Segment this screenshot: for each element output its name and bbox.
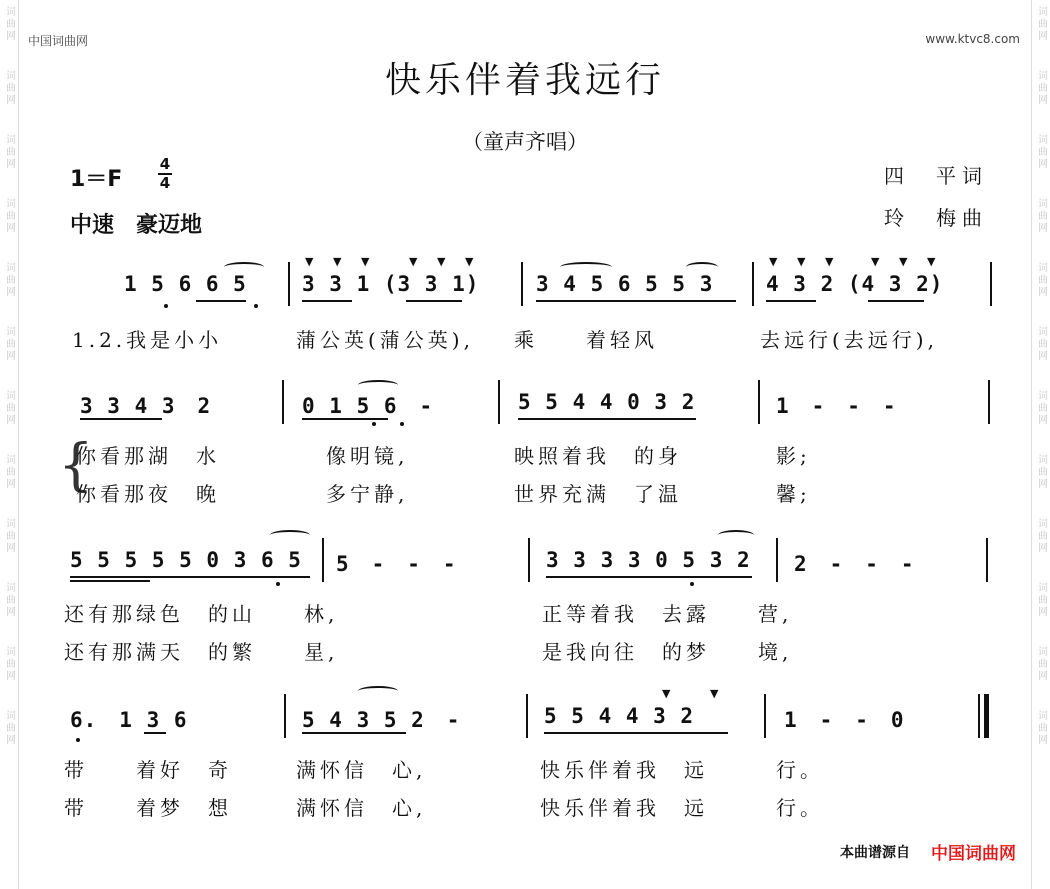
eighth-beam bbox=[544, 732, 728, 734]
barline bbox=[284, 694, 286, 738]
low-octave-dot bbox=[254, 304, 258, 308]
sixteenth-beam bbox=[70, 580, 150, 582]
barline bbox=[990, 262, 992, 306]
line1-lyric-1: 1.2.我是小小 bbox=[72, 328, 223, 352]
accent-mark: ▼ bbox=[899, 255, 908, 268]
barline bbox=[986, 538, 988, 582]
line4-measure1-notes: 6. 1 3 6 bbox=[70, 708, 188, 732]
barline bbox=[764, 694, 766, 738]
watermark-text: 词曲网 bbox=[1035, 390, 1047, 426]
footer-source-label: 本曲谱源自 bbox=[840, 845, 910, 861]
slur bbox=[270, 530, 310, 540]
watermark-text: 词曲网 bbox=[3, 326, 15, 362]
composer-credit: 玲 梅曲 bbox=[884, 206, 988, 230]
line4-v1-lyric-2: 满怀信 心, bbox=[296, 758, 427, 782]
accent-mark: ▼ bbox=[769, 255, 778, 268]
eighth-beam bbox=[80, 418, 162, 420]
watermark-text: 词曲网 bbox=[3, 454, 15, 490]
line4-v2-lyric-2: 满怀信 心, bbox=[296, 796, 427, 820]
line2-v1-lyric-4: 影; bbox=[776, 444, 811, 468]
watermark-text: 词曲网 bbox=[3, 70, 15, 106]
accent-mark: ▼ bbox=[409, 255, 418, 268]
line4-v1-lyric-3: 快乐伴着我 远 bbox=[540, 758, 708, 782]
accent-mark: ▼ bbox=[710, 687, 719, 700]
barline bbox=[498, 380, 500, 424]
line1-measure4-notes: 4 3 2 (4 3 2) bbox=[766, 272, 944, 296]
accent-mark: ▼ bbox=[797, 255, 806, 268]
barline bbox=[528, 538, 530, 582]
watermark-text: 词曲网 bbox=[1035, 6, 1047, 42]
line2-v1-lyric-1: 你看那湖 水 bbox=[76, 444, 220, 468]
eighth-beam bbox=[766, 300, 816, 302]
line2-v2-lyric-1: 你看那夜 晚 bbox=[76, 482, 220, 506]
slur bbox=[358, 686, 398, 696]
header-site-name: 中国词曲网 bbox=[28, 34, 89, 48]
line2-measure3-notes: 5 5 4 4 0 3 2 bbox=[518, 390, 696, 414]
line2-v2-lyric-4: 馨; bbox=[776, 482, 811, 506]
line4-v1-lyric-1: 带 着好 奇 bbox=[64, 758, 232, 782]
accent-mark: ▼ bbox=[825, 255, 834, 268]
line4-v1-lyric-4: 行。 bbox=[776, 758, 824, 782]
eighth-beam bbox=[302, 300, 352, 302]
verse-brace: { bbox=[58, 433, 94, 498]
watermark-text: 词曲网 bbox=[3, 134, 15, 170]
line4-measure3-notes: 5 5 4 4 3 2 bbox=[544, 704, 695, 728]
key-signature: 1＝F bbox=[70, 167, 123, 192]
line4-v2-lyric-1: 带 着梦 想 bbox=[64, 796, 232, 820]
line3-v1-lyric-1: 还有那绿色 的山 林, bbox=[64, 602, 339, 626]
line2-v2-lyric-3: 世界充满 了温 bbox=[514, 482, 682, 506]
accent-mark: ▼ bbox=[465, 255, 474, 268]
accent-mark: ▼ bbox=[927, 255, 936, 268]
time-signature-top: 4 bbox=[159, 155, 171, 173]
slur bbox=[358, 380, 398, 390]
line4-v2-lyric-3: 快乐伴着我 远 bbox=[540, 796, 708, 820]
barline bbox=[988, 380, 990, 424]
watermark-text: 词曲网 bbox=[3, 646, 15, 682]
line3-measure1-notes: 5 5 5 5 5 0 3 6 5 bbox=[70, 548, 302, 572]
slur bbox=[718, 530, 754, 540]
eighth-beam bbox=[546, 576, 752, 578]
watermark-text: 词曲网 bbox=[3, 582, 15, 618]
accent-mark: ▼ bbox=[333, 255, 342, 268]
barline bbox=[322, 538, 324, 582]
final-barline-thin bbox=[978, 694, 980, 738]
accent-mark: ▼ bbox=[361, 255, 370, 268]
low-octave-dot bbox=[400, 422, 404, 426]
line1-measure1-notes: 1 5 6 6 5 bbox=[124, 272, 247, 296]
watermark-text: 词曲网 bbox=[3, 262, 15, 298]
watermark-text: 词曲网 bbox=[3, 390, 15, 426]
slur bbox=[686, 262, 718, 272]
eighth-beam bbox=[196, 300, 246, 302]
eighth-beam bbox=[536, 300, 736, 302]
time-signature bbox=[158, 156, 172, 192]
low-octave-dot bbox=[276, 582, 280, 586]
barline bbox=[752, 262, 754, 306]
line3-v2-lyric-1: 还有那满天 的繁 星, bbox=[64, 640, 339, 664]
barline bbox=[758, 380, 760, 424]
eighth-beam bbox=[406, 300, 462, 302]
watermark-text: 词曲网 bbox=[3, 198, 15, 234]
low-octave-dot bbox=[690, 582, 694, 586]
time-signature-bottom: 4 bbox=[159, 174, 171, 192]
watermark-text: 词曲网 bbox=[1035, 454, 1047, 490]
line2-measure2-notes: 0 1 5 6 - bbox=[302, 394, 434, 418]
accent-mark: ▼ bbox=[437, 255, 446, 268]
line1-lyric-3: 乘 着轻风 bbox=[514, 328, 658, 352]
line1-measure2-notes: 3 3 1 (3 3 1) bbox=[302, 272, 480, 296]
eighth-beam bbox=[868, 300, 924, 302]
watermark-text: 词曲网 bbox=[3, 518, 15, 554]
watermark-text: 词曲网 bbox=[1035, 70, 1047, 106]
line2-v1-lyric-2: 像明镜, bbox=[326, 444, 409, 468]
eighth-beam bbox=[518, 418, 696, 420]
low-octave-dot bbox=[164, 304, 168, 308]
line3-measure4-notes: 2 - - - bbox=[794, 552, 915, 576]
line2-v1-lyric-3: 映照着我 的身 bbox=[514, 444, 682, 468]
eighth-beam bbox=[70, 576, 310, 578]
line2-measure1-notes: 3 3 4 3 2 bbox=[80, 394, 212, 418]
barline bbox=[521, 262, 523, 306]
header-url[interactable]: www.ktvc8.com bbox=[925, 32, 1020, 46]
low-octave-dot bbox=[372, 422, 376, 426]
barline bbox=[288, 262, 290, 306]
watermark-text: 词曲网 bbox=[1035, 518, 1047, 554]
watermark-text: 词曲网 bbox=[3, 6, 15, 42]
accent-mark: ▼ bbox=[662, 687, 671, 700]
song-title: 快乐伴着我远行 bbox=[384, 60, 665, 101]
watermark-text: 词曲网 bbox=[1035, 134, 1047, 170]
line4-v2-lyric-4: 行。 bbox=[776, 796, 824, 820]
barline bbox=[776, 538, 778, 582]
barline bbox=[526, 694, 528, 738]
line3-v2-lyric-3: 是我向往 的梦 境, bbox=[542, 640, 793, 664]
line4-measure2-notes: 5 4 3 5 2 - bbox=[302, 708, 461, 732]
line1-lyric-4: 去远行(去远行), bbox=[760, 328, 938, 352]
slur bbox=[224, 262, 264, 272]
low-octave-dot bbox=[76, 738, 80, 742]
watermark-text: 词曲网 bbox=[1035, 326, 1047, 362]
final-barline-thick bbox=[984, 694, 989, 738]
eighth-beam bbox=[302, 418, 388, 420]
accent-mark: ▼ bbox=[305, 255, 314, 268]
watermark-text: 词曲网 bbox=[1035, 262, 1047, 298]
accent-mark: ▼ bbox=[871, 255, 880, 268]
line3-measure2-notes: 5 - - - bbox=[336, 552, 457, 576]
lyricist-credit: 四 平词 bbox=[884, 164, 988, 188]
line4-measure4-notes: 1 - - 0 bbox=[784, 708, 905, 732]
barline bbox=[282, 380, 284, 424]
line1-lyric-2: 蒲公英(蒲公英), bbox=[296, 328, 474, 352]
line3-v1-lyric-3: 正等着我 去露 营, bbox=[542, 602, 793, 626]
line1-measure3-notes: 3 4 5 6 5 5 3 bbox=[536, 272, 714, 296]
eighth-beam bbox=[144, 732, 166, 734]
footer-source-site[interactable]: 中国词曲网 bbox=[931, 844, 1016, 864]
line2-v2-lyric-2: 多宁静, bbox=[326, 482, 409, 506]
eighth-beam bbox=[302, 732, 406, 734]
slur bbox=[560, 262, 612, 272]
watermark-text: 词曲网 bbox=[1035, 710, 1047, 746]
line2-measure4-notes: 1 - - - bbox=[776, 394, 897, 418]
watermark-text: 词曲网 bbox=[1035, 198, 1047, 234]
song-subtitle: （童声齐唱） bbox=[462, 130, 588, 154]
watermark-text: 词曲网 bbox=[3, 710, 15, 746]
line3-measure3-notes: 3 3 3 3 0 5 3 2 bbox=[546, 548, 751, 572]
tempo-marking: 中速 豪迈地 bbox=[70, 213, 203, 238]
watermark-text: 词曲网 bbox=[1035, 582, 1047, 618]
watermark-text: 词曲网 bbox=[1035, 646, 1047, 682]
